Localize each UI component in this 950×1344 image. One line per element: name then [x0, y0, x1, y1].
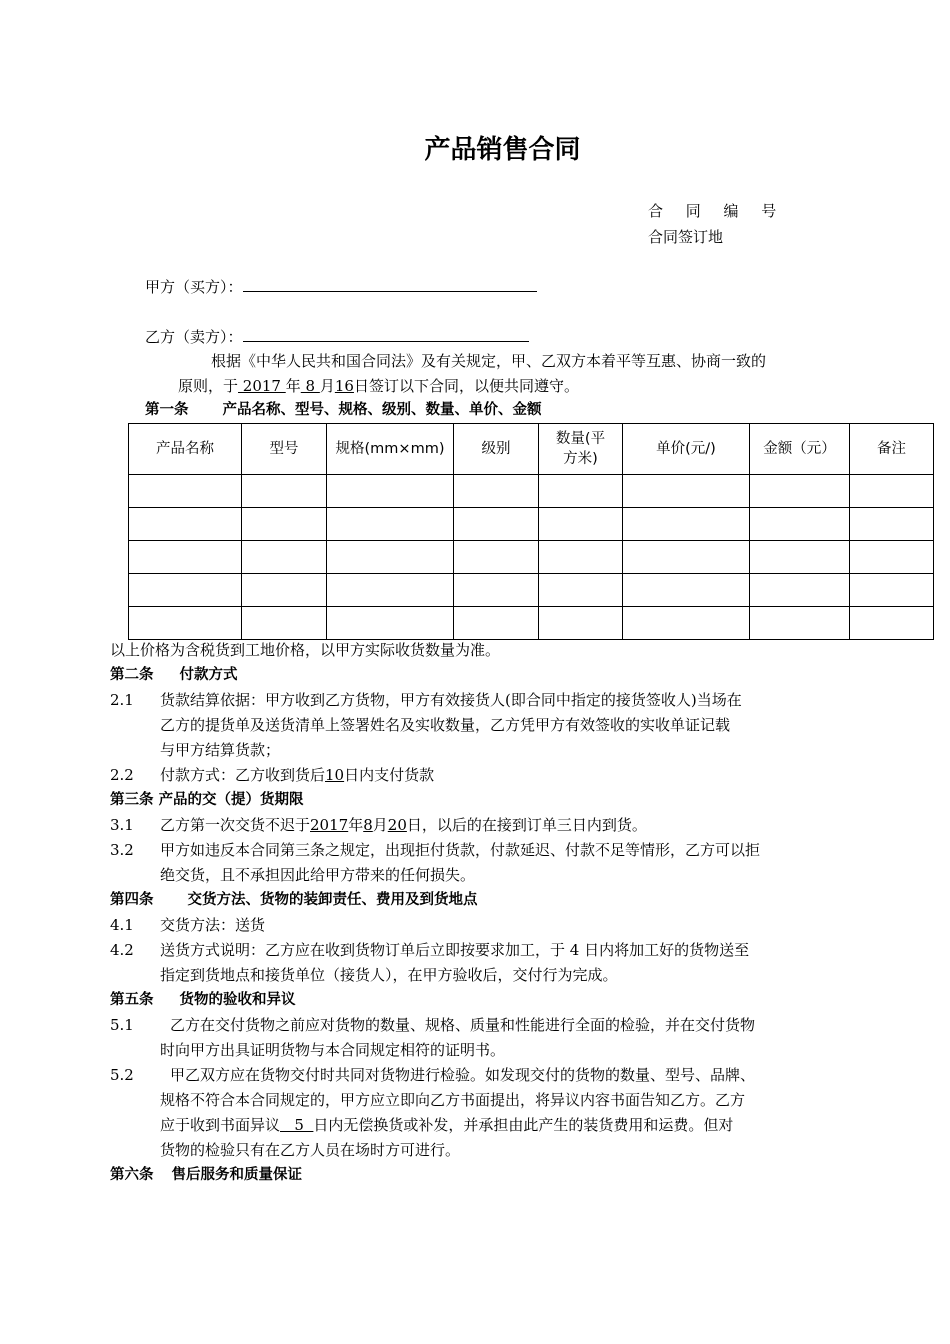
clause-4-1: 4.1 交货方法：送货 [110, 916, 266, 934]
clause-2-1-line-3: 与甲方结算货款； [160, 741, 281, 759]
sign-year: 2017 [238, 377, 286, 395]
table-cell[interactable] [454, 475, 539, 508]
party-a-field[interactable] [243, 277, 537, 292]
table-row [129, 541, 934, 574]
clause-5-2-line-3: 应于收到书面异议 5 日内无偿换货或补发，并承担由此产生的装货费用和运费。但对 [160, 1116, 734, 1134]
contract-place-label: 合同签订地 [648, 228, 724, 246]
table-cell[interactable] [850, 475, 934, 508]
header-unit-price: 单价(元/) [623, 424, 750, 475]
clause-3-2-line-2: 绝交货，且不承担因此给甲方带来的任何损失。 [160, 866, 476, 884]
clause-3-2: 3.2 甲方如违反本合同第三条之规定，出现拒付货款，付款延迟、付款不足等情形，乙方可以拒 [110, 841, 761, 859]
header-grade: 级别 [454, 424, 539, 475]
table-row [129, 475, 934, 508]
table-cell[interactable] [750, 607, 850, 640]
table-cell[interactable] [327, 541, 454, 574]
table-cell[interactable] [327, 475, 454, 508]
table-cell[interactable] [623, 475, 750, 508]
clause-3-1: 3.1 乙方第一次交货不迟于2017年8月20日，以后的在接到订单三日内到货。 [110, 816, 647, 834]
table-cell[interactable] [750, 574, 850, 607]
clause-5-1: 5.1 乙方在交付货物之前应对货物的数量、规格、质量和性能进行全面的检验，并在交付货物 [110, 1016, 756, 1034]
preamble-line-1: 根据《中华人民共和国合同法》及有关规定，甲、乙双方本着平等互惠、协商一致的 [211, 352, 767, 370]
table-cell[interactable] [129, 508, 242, 541]
table-cell[interactable] [539, 607, 623, 640]
article-1-heading: 第一条 产品名称、型号、规格、级别、数量、单价、金额 [145, 402, 542, 418]
party-b-label: 乙方（卖方）： [145, 328, 243, 346]
table-cell[interactable] [623, 508, 750, 541]
table-cell[interactable] [623, 574, 750, 607]
table-cell[interactable] [539, 574, 623, 607]
table-cell[interactable] [242, 541, 327, 574]
exchange-days: 5 [280, 1116, 314, 1134]
clause-2-2: 2.2 付款方式：乙方收到货后10日内支付货款 [110, 766, 435, 784]
sign-month: 8 [300, 377, 320, 395]
table-cell[interactable] [850, 541, 934, 574]
sign-day: 16 [334, 377, 354, 395]
table-cell[interactable] [850, 508, 934, 541]
table-cell[interactable] [242, 475, 327, 508]
header-quantity: 数量(平 方米) [539, 424, 623, 475]
table-cell[interactable] [623, 607, 750, 640]
table-cell[interactable] [129, 607, 242, 640]
table-cell[interactable] [750, 508, 850, 541]
party-a-label: 甲方（买方）： [145, 278, 243, 296]
product-table [128, 423, 934, 640]
table-cell[interactable] [454, 607, 539, 640]
table-header-row [129, 424, 934, 475]
table-cell[interactable] [129, 574, 242, 607]
contract-number-label: 合 同 编 号 [648, 202, 786, 220]
table-cell[interactable] [454, 508, 539, 541]
clause-4-2-line-2: 指定到货地点和接货单位（接货人），在甲方验收后，交付行为完成。 [160, 966, 618, 984]
article-3-heading: 第三条 产品的交（提）货期限 [110, 792, 304, 808]
table-cell[interactable] [750, 475, 850, 508]
table-cell[interactable] [327, 574, 454, 607]
table-cell[interactable] [850, 574, 934, 607]
price-note: 以上价格为含税货到工地价格，以甲方实际收货数量为准。 [110, 641, 501, 659]
header-remarks: 备注 [850, 424, 934, 475]
party-b-field[interactable] [243, 327, 529, 342]
table-cell[interactable] [539, 508, 623, 541]
article-6-heading: 第六条 售后服务和质量保证 [110, 1167, 302, 1183]
clause-2-1: 2.1 货款结算依据：甲方收到乙方货物，甲方有效接货人(即合同中指定的接货签收人)当场在 [110, 691, 742, 709]
clause-2-1-line-2: 乙方的提货单及送货清单上签署姓名及实收数量，乙方凭甲方有效签收的实收单证记载 [160, 716, 731, 734]
table-cell[interactable] [327, 508, 454, 541]
header-amount: 金额（元） [750, 424, 850, 475]
clause-5-1-line-2: 时向甲方出具证明货物与本合同规定相符的证明书。 [160, 1041, 506, 1059]
preamble-line-2: 原则，于 2017 年 8 月16日签订以下合同，以便共同遵守。 [178, 377, 579, 395]
clause-5-2-line-4: 货物的检验只有在乙方人员在场时方可进行。 [160, 1141, 461, 1159]
table-cell[interactable] [242, 508, 327, 541]
article-5-heading: 第五条 货物的验收和异议 [110, 992, 296, 1008]
party-b-row [145, 326, 529, 348]
table-cell[interactable] [850, 607, 934, 640]
header-spec: 规格(mm×mm) [327, 424, 454, 475]
table-cell[interactable] [242, 607, 327, 640]
header-product-name: 产品名称 [129, 424, 242, 475]
table-cell[interactable] [623, 541, 750, 574]
payment-days: 10 [325, 766, 345, 784]
page-title: 产品销售合同 [424, 135, 581, 165]
table-cell[interactable] [539, 541, 623, 574]
clause-5-2-line-2: 规格不符合本合同规定的，甲方应立即向乙方书面提出，将异议内容书面告知乙方。乙方 [160, 1091, 746, 1109]
header-model: 型号 [242, 424, 327, 475]
article-2-heading: 第二条 付款方式 [110, 667, 238, 683]
table-row [129, 508, 934, 541]
article-4-heading: 第四条 交货方法、货物的装卸责任、费用及到货地点 [110, 892, 478, 908]
table-cell[interactable] [129, 541, 242, 574]
clause-5-2: 5.2 甲乙双方应在货物交付时共同对货物进行检验。如发现交付的货物的数量、型号、品牌、 [110, 1066, 756, 1084]
table-row [129, 574, 934, 607]
table-cell[interactable] [129, 475, 242, 508]
table-cell[interactable] [242, 574, 327, 607]
table-cell[interactable] [327, 607, 454, 640]
table-cell[interactable] [454, 574, 539, 607]
table-cell[interactable] [454, 541, 539, 574]
table-cell[interactable] [750, 541, 850, 574]
party-a-row [145, 276, 537, 298]
clause-4-2: 4.2 送货方式说明：乙方应在收到货物订单后立即按要求加工，于 4 日内将加工好的货物送至 [110, 941, 750, 959]
table-cell[interactable] [539, 475, 623, 508]
table-row [129, 607, 934, 640]
